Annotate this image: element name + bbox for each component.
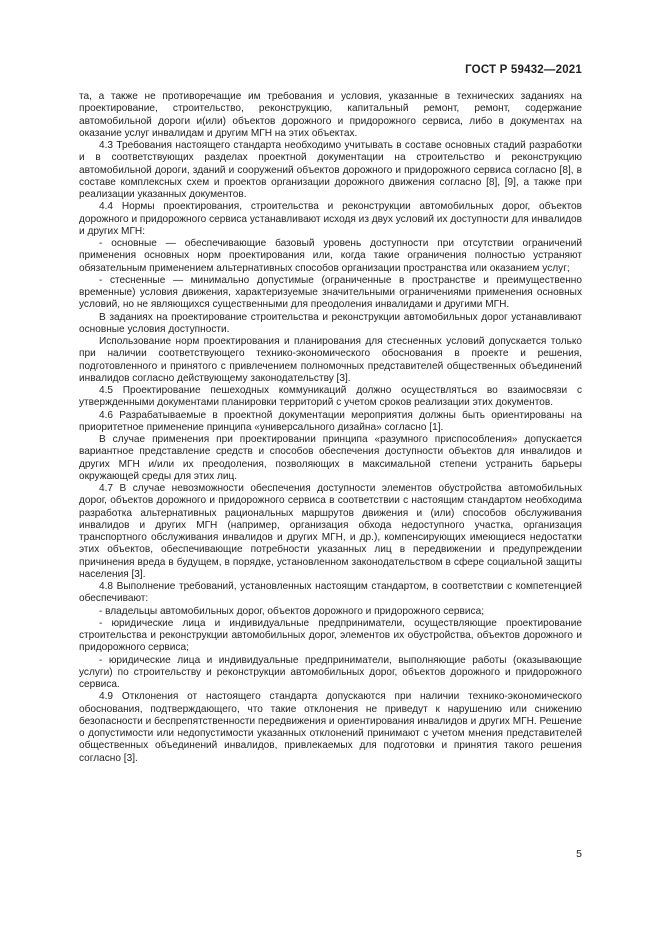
- paragraph-reasonable-accommodation: В случае применения при проектировании принципа «разумного приспособления» допускается вариантное представление средств и способов обеспечения доступности объектов для инвалидов и других МГН и/или их преодоления, позволяющих в максимальной степени устранить барьеры окружающей среды для этих лиц.: [79, 434, 582, 482]
- paragraph-4-8: 4.8 Выполнение требований, установленных настоящим стандартом, в соответствии с компетенцией обеспечивают:: [79, 581, 582, 605]
- document-body: [79, 91, 582, 765]
- list-item-designers: - юридические лица и индивидуальные предприниматели, осуществляющие проектирование строительства и реконструкции автомобильных дорог, элементов их обустройства, объектов дорожного и придорожного сервиса;: [79, 617, 582, 654]
- paragraph-4-5: 4.5 Проектирование пешеходных коммуникаций должно осуществляться во взаимосвязи с утвержденными документами планировки территорий с учетом сроков реализации этих документов.: [79, 385, 582, 409]
- list-item-contractors: - юридические лица и индивидуальные предприниматели, выполняющие работы (оказывающие услуги) по строительству и реконструкции автомобильных дорог, объектов дорожного и придорожного сервиса.: [79, 654, 582, 690]
- document-code-header: ГОСТ Р 59432—2021: [465, 64, 582, 76]
- paragraph-4-4: 4.4 Нормы проектирования, строительства и реконструкции автомобильных дорог, объектов дорожного и придорожного сервиса устанавливают исходя из двух условий их доступности для инвалидов и других МГН:: [79, 201, 582, 237]
- paragraph-4-9: 4.9 Отклонения от настоящего стандарта допускаются при наличии технико-экономического обоснования, подтверждающего, что такие отклонения не приведут к нарушению или снижению безопасности и беспрепятственности передвижения и ориентирования инвалидов и других МГН. Решение о допустимости или недопустимости указанных отклонений принимают с учетом мнения представителей общественных объединений инвалидов, привлекаемых для подготовки и принятия такого решения согласно [3].: [79, 691, 582, 764]
- paragraph-4-3: 4.3 Требования настоящего стандарта необходимо учитывать в составе основных стадий разработки и в соответствующих разделах проектной документации на строительство и реконструкцию автомобильной дороги, зданий и сооружений объектов дорожного и придорожного сервиса согласно [8], в составе комплексных схем и проектов организации дорожного движения согласно [8], [9], а также при реализации указанных документов.: [79, 140, 582, 200]
- page-number: 5: [576, 848, 582, 860]
- list-item-basic-conditions: - основные — обеспечивающие базовый уровень доступности при отсутствии ограничений применения основных норм проектирования или, когда такие ограничения полностью устраняют обязательным применением альтернативных способов организации пространства или оказанием услуг;: [79, 238, 582, 274]
- paragraph-design-assignments: В заданиях на проектирование строительства и реконструкции автомобильных дорог устанавливают основные условия доступности.: [79, 311, 582, 335]
- paragraph-4-7: 4.7 В случае невозможности обеспечения доступности элементов обустройства автомобильных дорог, объектов дорожного и придорожного сервиса в соответствии с настоящим стандартом необходима разработка альтернативных рациональных маршрутов движения и (или) способов обслуживания инвалидов и других МГН (например, организация обхода недоступного участка, организация транспортного обслуживания инвалидов и других МГН, и др.), компенсирующих имеющиеся недостатки этих объектов, обеспечивающие потребности указанных лиц в передвижении и предупреждении причинения вреда в будущем, в порядке, установленном законодательством в сфере социальной защиты населения [3].: [79, 483, 582, 580]
- paragraph-continuation: та, а также не противоречащие им требования и условия, указанные в технических заданиях на проектирование, строительство, реконструкцию, капитальный ремонт, ремонт, содержание автомобильной дороги и(или) объектов дорожного и придорожного сервиса, либо в документах на оказание услуг инвалидам и другим МГН на этих объектах.: [79, 91, 582, 139]
- list-item-owners: - владельцы автомобильных дорог, объектов дорожного и придорожного сервиса;: [99, 605, 484, 617]
- paragraph-constrained-norms: Использование норм проектирования и планирования для стесненных условий допускается только при наличии соответствующего технико-экономического обоснования в проекте и решения, подготовленного и принятого с привлечением полномочных представителей общественных объединений инвалидов согласно действующему законодательству [3].: [79, 336, 582, 384]
- paragraph-4-6: 4.6 Разрабатываемые в проектной документации мероприятия должны быть ориентированы на приоритетное применение принципа «универсального дизайна» согласно [1].: [79, 409, 582, 433]
- list-item-constrained-conditions: - стесненные — минимально допустимые (ограниченные в пространстве и преимущественно временные) условия движения, характеризуемые значительными ограничениями применения основных условий, но не являющихся существенными для преодоления инвалидами и другими МГН.: [79, 274, 582, 311]
